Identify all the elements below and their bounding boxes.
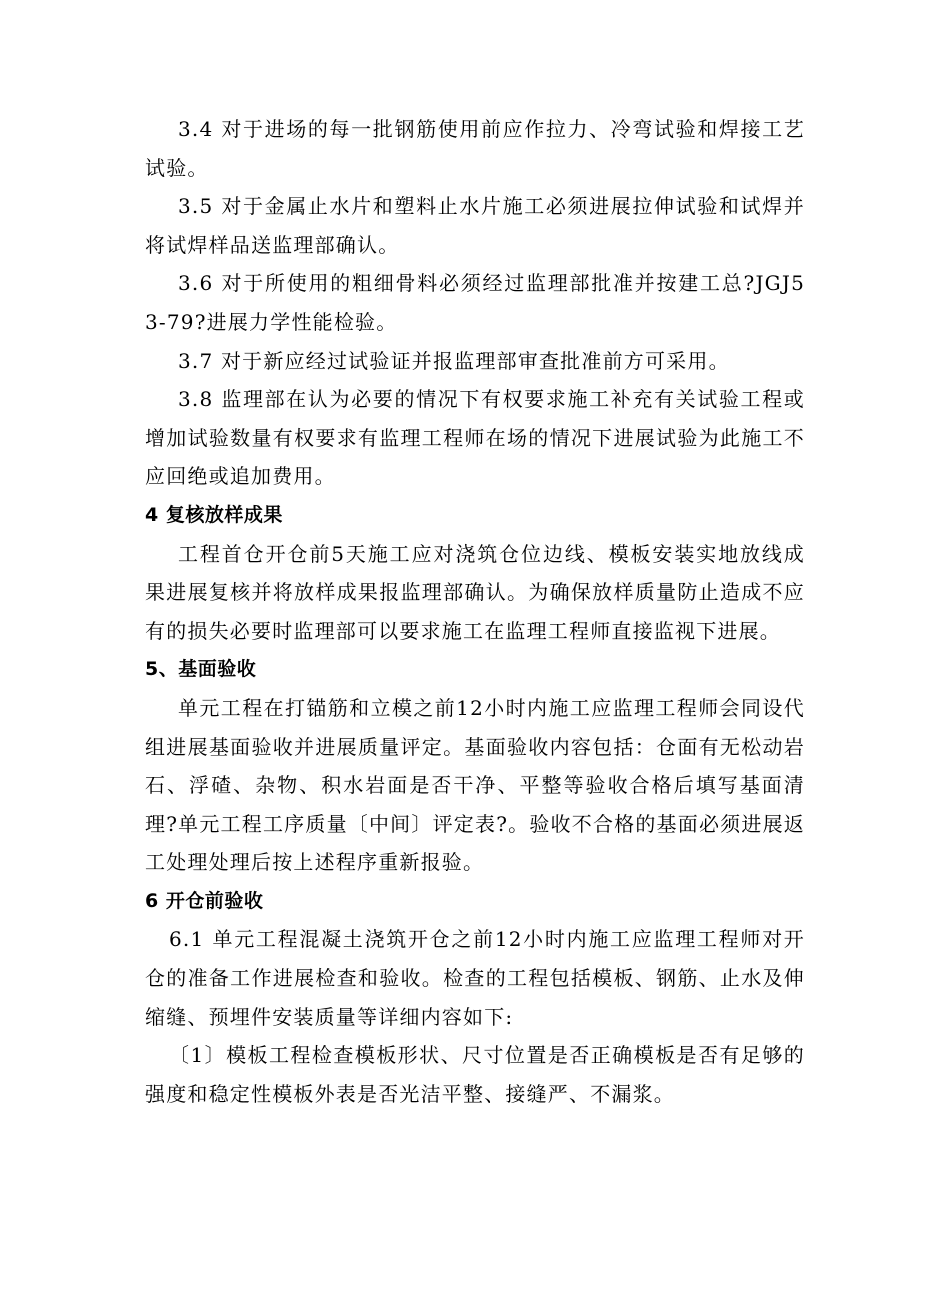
paragraph-5: 单元工程在打锚筋和立模之前12小时内施工应监理工程师会同设代组进展基面验收并进展质量评定。基面验收内容包括：仓面有无松动岩石、浮碴、杂物、积水岩面是否干净、平整等验收合格后填写基面清理?单元工程工序质量〔中间〕评定表?。验收不合格的基面必须进展返工处理处理后按上述程序重新报验。: [145, 695, 805, 875]
paragraph-3-6: 3.6 对于所使用的粗细骨料必须经过监理部批准并按建工总?JGJ53-79?进展力学性能检验。: [145, 271, 805, 334]
paragraph-3-7: 3.7 对于新应经过试验证并报监理部审查批准前方可采用。: [178, 348, 730, 373]
section-heading-5: 5、基面验收: [145, 658, 257, 681]
paragraph-6-1: 6.1 单元工程混凝土浇筑开仓之前12小时内施工应监理工程师对开仓的准备工作进展检查和验收。检查的工程包括模板、钢筋、止水及伸缩缝、预埋件安装质量等详细内容如下:: [145, 927, 805, 1029]
document-page: [145, 110, 805, 1113]
paragraph-3-5: 3.5 对于金属止水片和塑料止水片施工必须进展拉伸试验和试焊并将试焊样品送监理部确认。: [145, 194, 805, 257]
paragraph-3-4: 3.4 对于进场的每一批钢筋使用前应作拉力、冷弯试验和焊接工艺试验。: [145, 117, 805, 180]
section-heading-4: 4 复核放样成果: [145, 503, 283, 526]
paragraph-3-8: 3.8 监理部在认为必要的情况下有权要求施工补充有关试验工程或增加试验数量有权要求有监理工程师在场的情况下进展试验为此施工不应回绝或追加费用。: [145, 387, 805, 489]
paragraph-4: 工程首仓开仓前5天施工应对浇筑仓位边线、模板安装实地放线成果进展复核并将放样成果报监理部确认。为确保放样质量防止造成不应有的损失必要时监理部可以要求施工在监理工程师直接监视下进展。: [145, 541, 805, 643]
section-heading-6: 6 开仓前验收: [145, 889, 264, 912]
paragraph-6-1-item-1: 〔1〕模板工程检查模板形状、尺寸位置是否正确模板是否有足够的强度和稳定性模板外表是否光洁平整、接缝严、不漏浆。: [145, 1043, 805, 1106]
